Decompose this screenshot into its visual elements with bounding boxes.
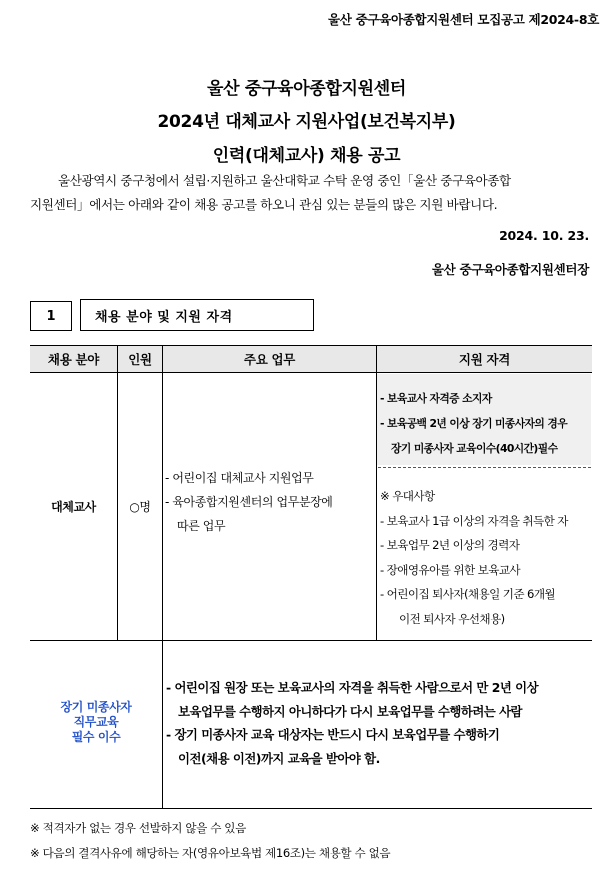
preference-line-2: - 보육업무 2년 이상의 경력자 (380, 538, 520, 553)
duty-line-1: - 어린이집 대체교사 지원업무 (165, 471, 314, 485)
row1-duties (165, 466, 375, 538)
preference-line-5: 이전 퇴사자 우선채용) (399, 611, 505, 626)
header-headcount: 인원 (118, 346, 162, 372)
requirement-line-2: - 보육공백 2년 이상 장기 미종사자의 경우 (380, 417, 568, 430)
table-col-divider-2 (162, 346, 163, 809)
header-duties: 주요 업무 (163, 346, 376, 372)
duty-line-2: - 육아종합지원센터의 업무분장에 (165, 495, 333, 509)
intro-line-2: 지원센터」에서는 아래와 같이 채용 공고를 하오니 관심 있는 분들의 많은 지원 바랍니다. (30, 197, 498, 212)
requirement-line-1: - 보육교사 자격증 소지자 (380, 392, 492, 405)
preference-heading: ※ 우대사항 (380, 489, 435, 503)
row1-preferences (380, 484, 592, 632)
page-title-org: 울산 중구육아종합지원센터 (206, 79, 407, 99)
header-qualifications: 지원 자격 (377, 346, 592, 372)
row2-field (30, 700, 162, 745)
requirement-line-3: 장기 미종사자 교육이수(40시간)필수 (391, 442, 558, 455)
issuer-name: 울산 중구육아종합지원센터장 (431, 262, 589, 277)
row2-field-line-3: 필수 이수 (71, 730, 121, 744)
announcement-date: 2024. 10. 23. (499, 228, 589, 243)
section-number: 1 (30, 301, 72, 331)
row2-line-1: - 어린이집 원장 또는 보육교사의 자격을 취득한 사람으로서 만 2년 이상 (166, 680, 539, 695)
row2-field-line-1: 장기 미종사자 (60, 700, 132, 714)
preference-line-1: - 보육교사 1급 이상의 자격을 취득한 자 (380, 513, 568, 528)
table-row-divider (30, 640, 592, 641)
requirements-separator (378, 467, 591, 468)
row2-line-2: 보육업무를 수행하지 아니하다가 다시 보육업무를 수행하려는 사람 (178, 703, 523, 719)
preference-line-3: - 장애영유아를 위한 보육교사 (380, 562, 521, 577)
footnote-2: ※ 다음의 결격사유에 해당하는 자(영유아보육법 제16조)는 채용할 수 없음 (30, 846, 391, 860)
row1-headcount: ○명 (129, 500, 151, 514)
page-title-program: 2024년 대체교사 지원사업(보건복지부) (157, 112, 456, 132)
row1-field: 대체교사 (51, 500, 96, 514)
notice-number: 울산 중구육아종합지원센터 모집공고 제2024-8호 (328, 12, 599, 27)
header-field: 채용 분야 (30, 346, 117, 372)
row2-field-line-2: 직무교육 (73, 715, 119, 729)
preference-line-4: - 어린이집 퇴사자(채용일 기준 6개월 (380, 587, 556, 602)
section-title: 채용 분야 및 지원 자격 (80, 299, 314, 331)
row2-content (166, 676, 596, 770)
row2-line-3: - 장기 미종사자 교육 대상자는 반드시 다시 보육업무를 수행하기 (166, 727, 500, 742)
table-bottom-border (30, 808, 592, 809)
page-title-recruitment: 인력(대체교사) 채용 공고 (212, 146, 401, 166)
footnote-1: ※ 적격자가 없는 경우 선발하지 않을 수 있음 (30, 821, 246, 835)
intro-line-1: 울산광역시 중구청에서 설립·지원하고 울산대학교 수탁 운영 중인「울산 중구육아종합 (58, 173, 511, 188)
duty-line-3: 따른 업무 (177, 519, 226, 533)
row2-line-4: 이전(채용 이전)까지 교육을 받아야 함. (178, 750, 380, 766)
row1-requirements (380, 386, 592, 461)
